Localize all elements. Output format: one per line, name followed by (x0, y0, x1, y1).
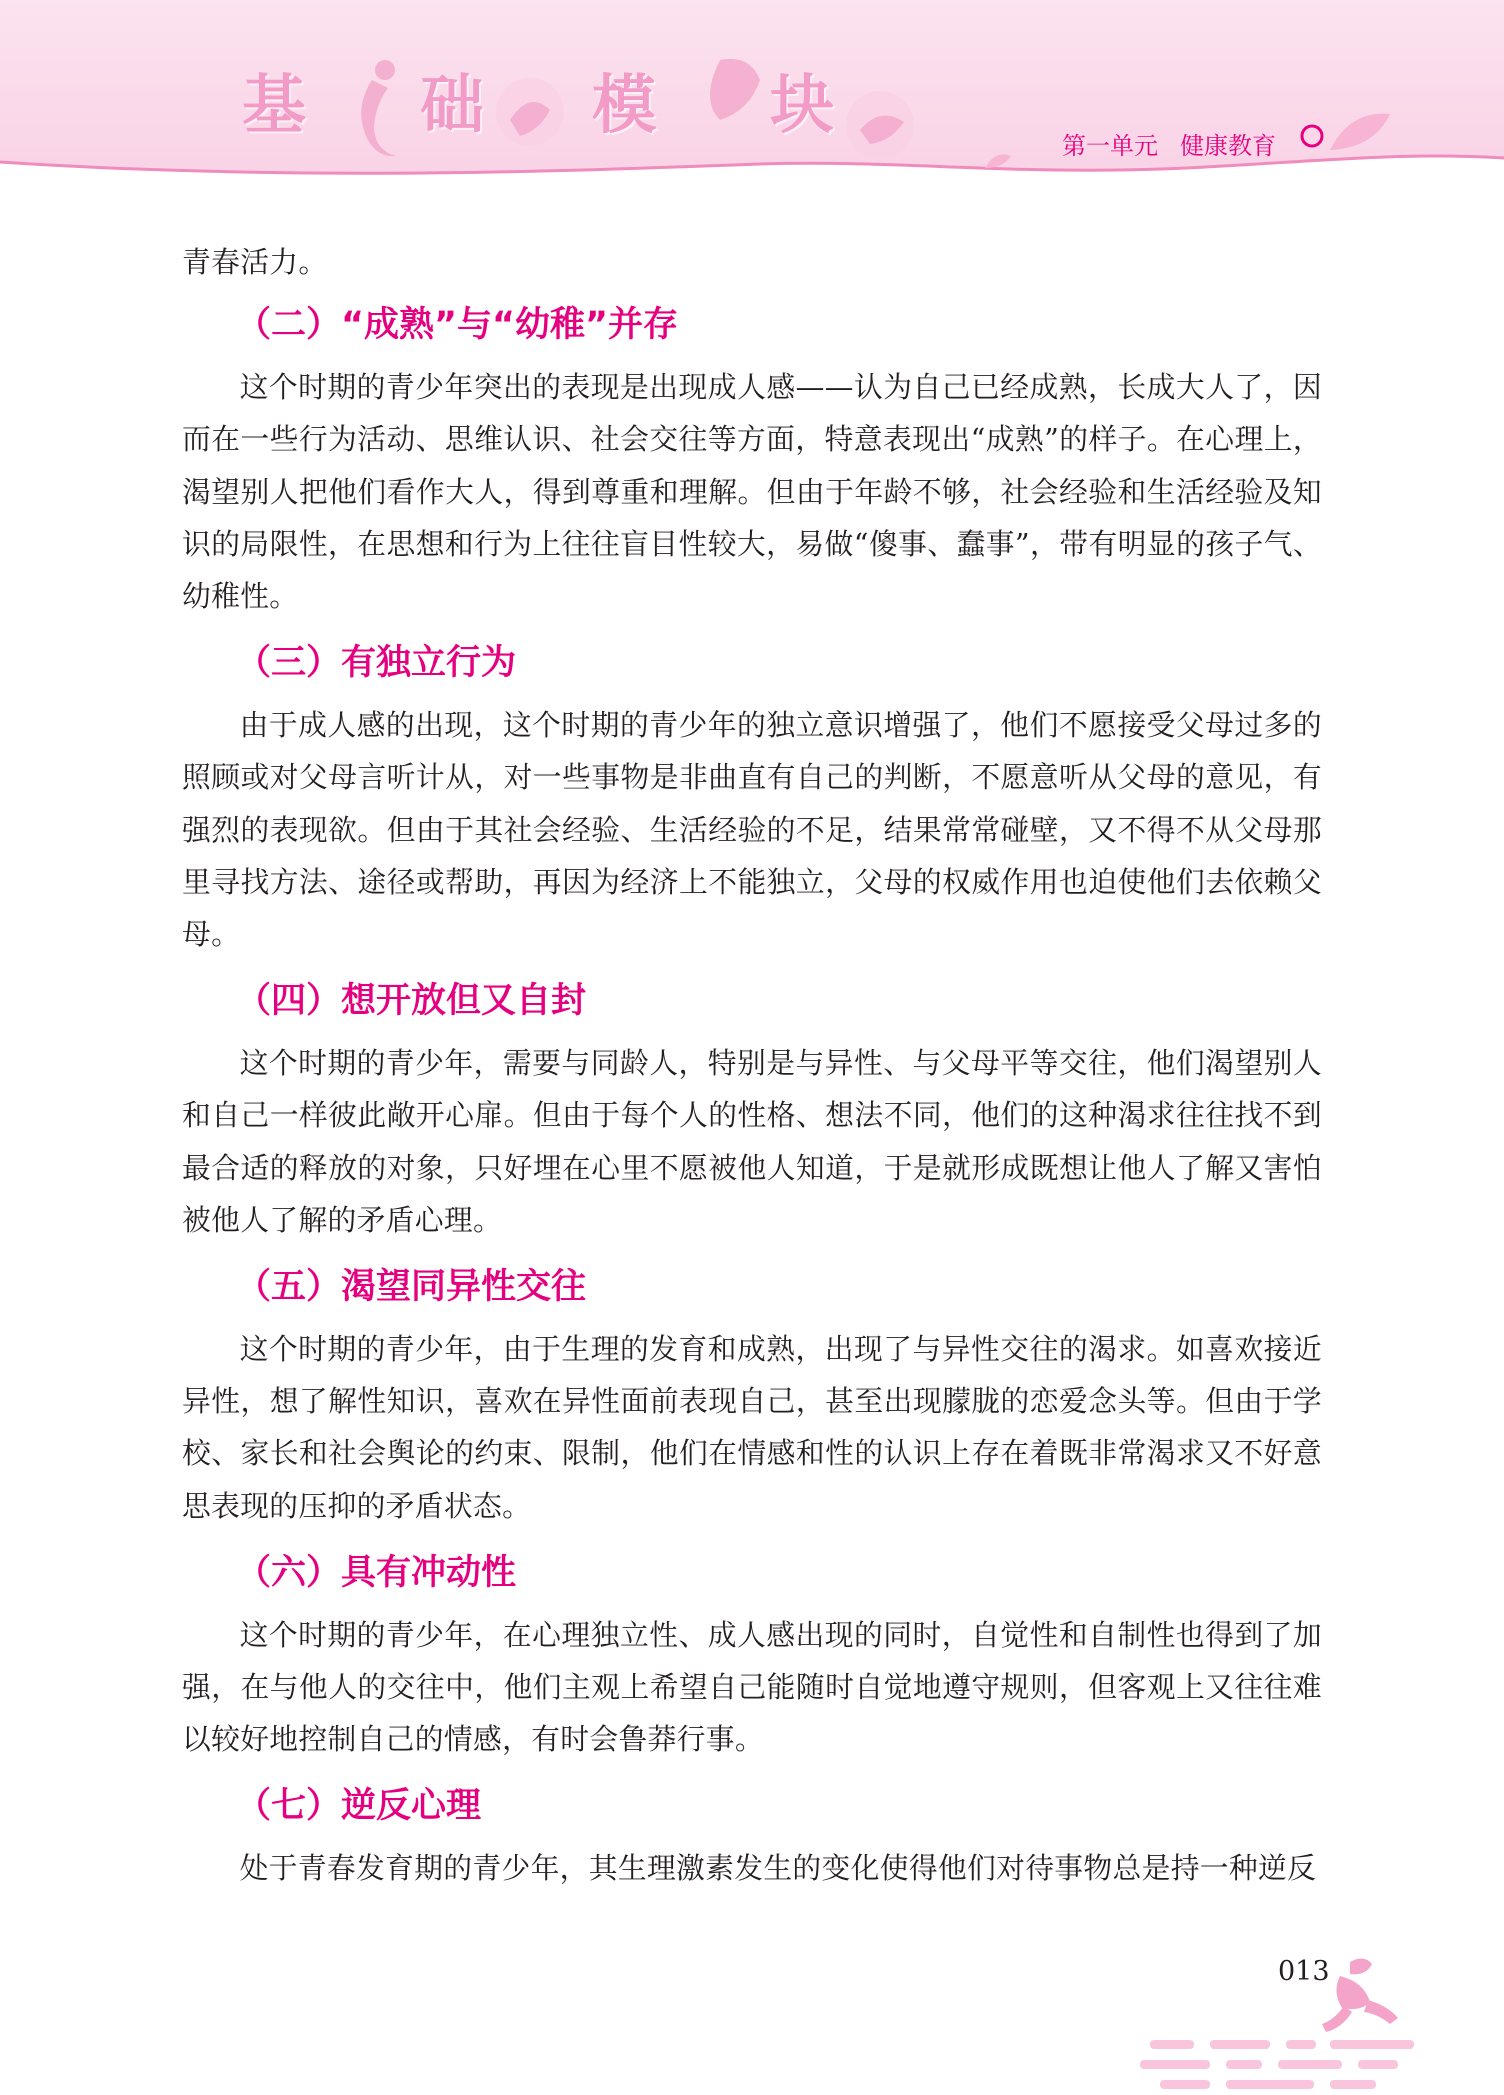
section-title: （三）有独立行为 (236, 643, 517, 684)
unit-number: 第一单元 (1062, 132, 1158, 160)
section-paragraph: 这个时期的青少年，需要与同龄人，特别是与异性、与父母平等交往，他们渴望别人和自己一样彼此敞开心扉。但由于每个人的性格、想法不同，他们的这种渴求往往找不到最合适的释放的对象，只好埋在心里不愿被他人知道，于是就形成既想让他人了解又害怕被他人了解的矛盾心理。 (182, 1046, 1322, 1237)
section-paragraph: 由于成人感的出现，这个时期的青少年的独立意识增强了，他们不愿接受父母过多的照顾或对父母言听计从，对一些事物是非曲直有自己的判断，不愿意听从父母的意见，有强烈的表现欲。但由于其社会经验、生活经验的不足，结果常常碰壁，又不得不从父母那里寻找方法、途径或帮助，再因为经济上不能独立，父母的权威作用也迫使他们去依赖父母。 (182, 708, 1322, 952)
header-background (0, 0, 1504, 190)
athlete-silhouette-icon (375, 60, 395, 80)
banner-char-3: 模 (592, 69, 656, 143)
banner-char-4: 块 (770, 69, 834, 143)
section-paragraph: 处于青春发育期的青少年，其生理激素发生的变化使得他们对待事物总是持一种逆反 (239, 1851, 1317, 1886)
page-number: 013 (1278, 1956, 1330, 1987)
dash-pattern-icon (1140, 2040, 1414, 2089)
page-content (182, 236, 1322, 1895)
footer-ornament (1140, 1940, 1504, 2095)
section-paragraph: 这个时期的青少年突出的表现是出现成人感——认为自己已经成熟，长成大人了，因而在一些行为活动、思维认识、社会交往等方面，特意表现出“成熟”的样子。在心理上，渴望别人把他们看作大人，得到尊重和理解。但由于年龄不够，社会经验和生活经验及知识的局限性，在思想和行为上往往盲目性较大，易做“傻事、蠢事”，带有明显的孩子气、幼稚性。 (182, 370, 1322, 614)
runner-icon (1322, 1958, 1398, 2032)
section-title: （二）“成熟”与“幼稚”并存 (236, 305, 679, 346)
banner-char-1: 基 (242, 69, 306, 143)
section-paragraph: 这个时期的青少年，在心理独立性、成人感出现的同时，自觉性和自制性也得到了加强，在与他人的交往中，他们主观上希望自己能随时自觉地遵守规则，但客观上又往往难以较好地控制自己的情感，有时会鲁莽行事。 (182, 1617, 1322, 1757)
unit-label (1062, 134, 1276, 158)
section-title: （五）渴望同异性交往 (236, 1267, 587, 1308)
header-band (0, 0, 1504, 190)
section-title: （四）想开放但又自封 (236, 981, 587, 1022)
section-title: （六）具有冲动性 (236, 1552, 517, 1593)
section-paragraph: 这个时期的青少年，由于生理的发育和成熟，出现了与异性交往的渴求。如喜欢接近异性，想了解性知识，喜欢在异性面前表现自己，甚至出现朦胧的恋爱念头等。但由于学校、家长和社会舆论的约束、限制，他们在情感和性的认识上存在着既非常渴求又不好意思表现的压抑的矛盾状态。 (182, 1332, 1322, 1523)
unit-subject: 健康教育 (1180, 132, 1276, 160)
intro-line: 青春活力。 (182, 245, 328, 279)
banner-char-2: 础 (420, 69, 484, 143)
section-title: （七）逆反心理 (236, 1786, 482, 1827)
